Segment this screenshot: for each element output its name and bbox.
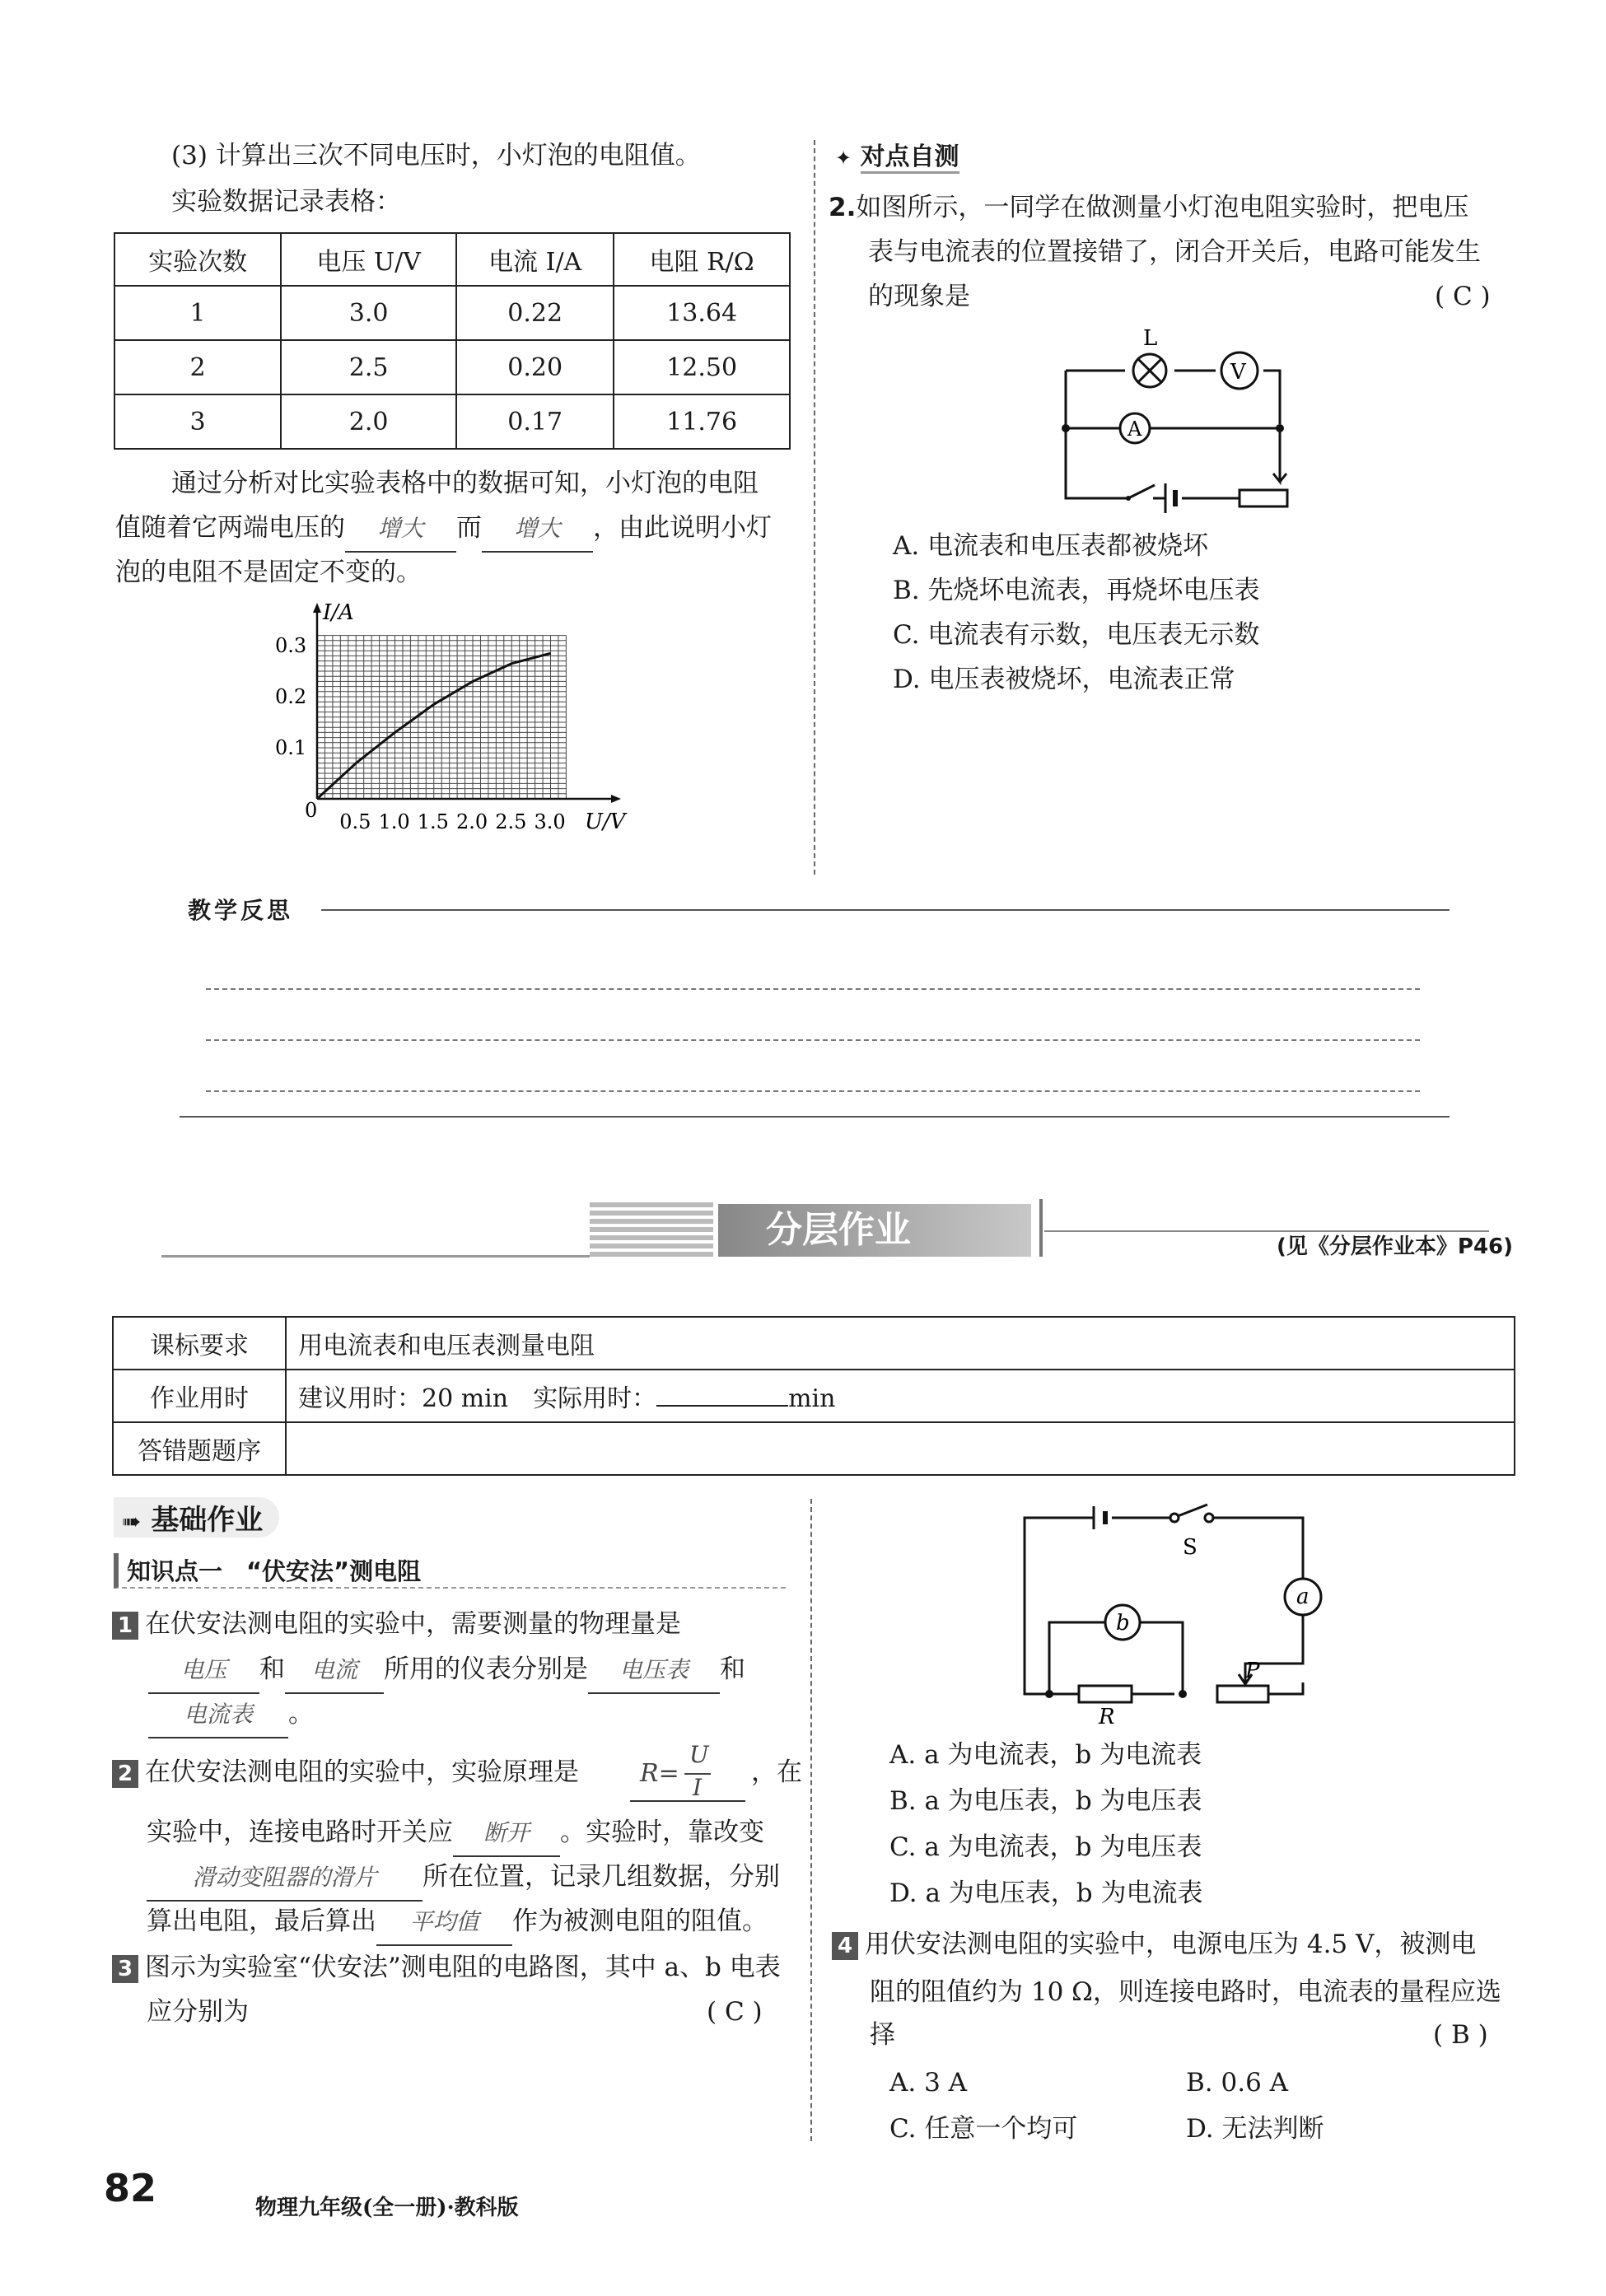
reflection-line (206, 1090, 1420, 1092)
table-cell: 2 (114, 340, 281, 394)
answer-blank: 电流表 (148, 1692, 288, 1738)
x-axis-label: U/V (585, 810, 626, 834)
reflection-line (206, 988, 1420, 990)
answer-blank: 断开 (453, 1811, 560, 1857)
option-c: C. 电流表有示数，电压表无示数 (893, 620, 1260, 650)
question-text: 所用的仪表分别是 (384, 1654, 588, 1684)
analysis-text: 而 (456, 513, 482, 543)
table-header: 电流 I/A (456, 233, 614, 286)
q4-option-d: D. 无法判断 (1186, 2114, 1324, 2144)
question-number: 1 (112, 1612, 138, 1640)
data-table (114, 232, 791, 450)
question-text: 实验中，连接电路时开关应 (147, 1818, 453, 1847)
formula-numerator: U (689, 1741, 709, 1768)
question-text: 和 (720, 1654, 745, 1684)
answer-blank: 电压表 (588, 1648, 720, 1694)
y-axis-arrow (313, 603, 321, 613)
table-cell: 11.76 (614, 394, 790, 449)
time-unit: min (788, 1384, 836, 1413)
info-label: 作业用时 (113, 1370, 286, 1422)
answer-blank: 电压 (148, 1648, 259, 1694)
voltmeter-label: V (1230, 360, 1246, 385)
table-cell: 1 (114, 286, 281, 340)
question-number: 3 (112, 1955, 138, 1983)
question-text: 在伏安法测电阻的实验中，需要测量的物理量是 (145, 1609, 681, 1639)
analysis-line-1: 通过分析对比实验表格中的数据可知，小灯泡的电阻 (171, 469, 759, 498)
lamp-label: L (1143, 326, 1158, 351)
q2-line-4 (147, 1899, 768, 1946)
meter-a-icon (1285, 1579, 1321, 1615)
q2-line-3 (147, 1855, 780, 1902)
battery-icon (1165, 483, 1175, 513)
table-cell: 3.0 (281, 286, 456, 340)
info-value (286, 1370, 1515, 1422)
option-a: A. 电流表和电压表都被烧坏 (893, 531, 1209, 561)
table-row (113, 1422, 1515, 1475)
q3-answer: ( C ) (707, 1997, 763, 2027)
column-divider (810, 1499, 812, 2141)
section-title-text: 对点自测 (861, 142, 959, 174)
actual-time-input[interactable] (656, 1380, 788, 1407)
lamp-icon (1133, 354, 1166, 387)
question-text: 所在位置，记录几组数据，分别 (423, 1862, 780, 1892)
x-tick-label: 3.0 (534, 810, 566, 833)
slider-label: P (1245, 1659, 1260, 1683)
banner-right-rule (1039, 1199, 1043, 1257)
formula-blank (630, 1741, 745, 1802)
q2-line-3: 的现象是 (868, 282, 970, 311)
q4-line-3: 择 (870, 2020, 895, 2050)
q2-answer: ( C ) (1435, 282, 1491, 311)
banner-left-rule (161, 1255, 656, 1258)
arrow-right-icon: ➠ (122, 1508, 142, 1535)
table-cell: 0.20 (456, 340, 614, 394)
meter-a-label: a (1296, 1584, 1310, 1609)
question-text: 算出电阻，最后算出 (147, 1906, 376, 1936)
question-text: 。实验时，靠改变 (560, 1818, 764, 1847)
time-text: 建议用时：20 min 实际用时： (298, 1384, 657, 1413)
q3-line-2: 应分别为 (147, 1997, 249, 2027)
table-header: 实验次数 (114, 233, 281, 286)
y-tick-label: 0.2 (275, 685, 307, 708)
page-number: 82 (104, 2166, 157, 2210)
section-text: 基础作业 (151, 1504, 264, 1537)
knowledge-point (114, 1553, 786, 1589)
formula-denominator: I (693, 1774, 703, 1801)
section-title-selftest (835, 136, 959, 172)
q4-answer: ( B ) (1433, 2020, 1488, 2050)
circuit-diagram-2 (1013, 1495, 1326, 1725)
q3-option-d: D. a 为电压表，b 为电流表 (889, 1878, 1203, 1908)
table-row (114, 340, 790, 394)
meter-b-icon (1105, 1605, 1140, 1640)
q4-line-1 (832, 1922, 1476, 1967)
answer-blank: 滑动变阻器的滑片 (147, 1855, 423, 1902)
q1-line-3 (148, 1692, 314, 1738)
table-cell: 2.0 (281, 394, 456, 449)
book-title: 物理九年级(全一册)·教科版 (255, 2196, 519, 2220)
resistor-label: R (1099, 1705, 1115, 1725)
homework-info-table (112, 1316, 1515, 1476)
reflection-line (206, 1039, 1420, 1041)
banner-title: 分层作业 (766, 1209, 911, 1251)
chart-ticks (275, 634, 566, 833)
origin-label: 0 (305, 799, 318, 822)
analysis-text: ，由此说明小灯 (593, 513, 772, 543)
answer-blank: 平均值 (376, 1900, 512, 1946)
x-tick-label: 2.0 (456, 810, 488, 833)
table-cell: 13.64 (614, 286, 790, 340)
formula-lhs: R= (640, 1759, 679, 1788)
q4-option-c: C. 任意一个均可 (889, 2114, 1078, 2144)
info-value: 用电流表和电压表测量电阻 (286, 1317, 1515, 1370)
table-row (113, 1317, 1515, 1370)
table-header: 电压 U/V (281, 233, 456, 286)
circuit-diagram-1 (1054, 325, 1301, 515)
question-text: 在伏安法测电阻的实验中，实验原理是 (145, 1757, 579, 1787)
q4-option-b: B. 0.6 A (1186, 2068, 1289, 2098)
ammeter-label: A (1127, 418, 1142, 441)
column-divider (814, 140, 815, 875)
iu-chart (272, 601, 634, 840)
question-number: 2. (829, 193, 857, 222)
question-text: 用伏安法测电阻的实验中，电源电压为 4.5 V，被测电 (865, 1930, 1477, 1959)
answer-blank: 增大 (482, 506, 593, 553)
x-tick-label: 0.5 (339, 810, 371, 833)
q2-line-1 (829, 185, 1468, 230)
info-label: 答错题题序 (113, 1422, 286, 1475)
table-cell: 0.22 (456, 286, 614, 340)
switch-icon (1170, 1505, 1213, 1522)
q2-line-2 (147, 1810, 764, 1857)
answer-blank: 电流 (285, 1648, 384, 1694)
q2-line-2: 表与电流表的位置接错了，闭合开关后，电路可能发生 (868, 237, 1481, 267)
table-header: 电阻 R/Ω (614, 233, 790, 286)
banner-box (718, 1204, 1031, 1257)
q3-line-1 (112, 1945, 781, 1990)
switch-label: S (1183, 1535, 1197, 1560)
star-icon: ✦ (835, 147, 852, 170)
q4-line-2: 阻的阻值约为 10 Ω，则连接电路时，电流表的量程应选 (870, 1977, 1501, 2007)
q3-option-b: B. a 为电压表，b 为电压表 (889, 1786, 1202, 1816)
question-text: 。 (288, 1699, 314, 1729)
reflection-bottom-rule (180, 1116, 1450, 1118)
option-d: D. 电压表被烧坏，电流表正常 (893, 665, 1235, 694)
y-axis-label: I/A (323, 601, 354, 625)
resistor-icon (1079, 1686, 1132, 1702)
table-row (114, 286, 790, 340)
ammeter-icon (1120, 413, 1150, 443)
knowledge-text: 知识点一 “伏安法”测电阻 (127, 1557, 422, 1585)
answer-blank: 增大 (345, 506, 456, 553)
table-cell: 12.50 (614, 340, 790, 394)
question-text: 如图所示，一同学在做测量小灯泡电阻实验时，把电压 (856, 193, 1469, 222)
info-label: 课标要求 (113, 1317, 286, 1370)
q4-option-a: A. 3 A (889, 2068, 968, 2098)
x-tick-label: 2.5 (495, 810, 527, 833)
y-tick-label: 0.3 (275, 634, 307, 657)
table-cell: 3 (114, 394, 281, 449)
banner-icon (590, 1202, 713, 1260)
question-text: 作为被测电阻的阻值。 (512, 1906, 768, 1936)
question-text: 和 (259, 1654, 285, 1684)
meter-b-label: b (1116, 1611, 1130, 1636)
q3-option-a: A. a 为电流表，b 为电流表 (889, 1740, 1202, 1770)
option-b: B. 先烧坏电流表，再烧坏电压表 (893, 576, 1260, 605)
analysis-text: 值随着它两端电压的 (115, 513, 345, 543)
x-tick-label: 1.5 (417, 810, 449, 833)
x-axis-arrow (611, 795, 621, 803)
question-text: 图示为实验室“伏安法”测电阻的电路图，其中 a、b 电表 (145, 1953, 781, 1982)
table-caption: 实验数据记录表格： (171, 187, 401, 217)
table-row (114, 394, 790, 449)
x-tick-label: 1.0 (378, 810, 410, 833)
wrong-questions-input[interactable] (286, 1422, 1515, 1475)
y-tick-label: 0.1 (275, 736, 307, 759)
analysis-line-3: 泡的电阻不是固定不变的。 (115, 558, 422, 587)
voltmeter-icon (1221, 352, 1258, 389)
battery-icon (1094, 1506, 1105, 1529)
question-number: 2 (112, 1760, 138, 1788)
step3-text: (3) 计算出三次不同电压时，小灯泡的电阻值。 (171, 141, 701, 170)
reflection-top-rule (321, 909, 1450, 911)
q1-line-1 (112, 1602, 681, 1646)
q2-comma: ，在 (751, 1757, 802, 1787)
banner-reference: (见《分层作业本》P46) (1277, 1234, 1514, 1259)
analysis-line-2 (115, 506, 772, 553)
q2-line-1 (112, 1750, 579, 1794)
question-number: 4 (832, 1932, 858, 1960)
table-row (113, 1370, 1515, 1422)
rheostat-icon (1219, 434, 1287, 506)
q1-line-2 (148, 1647, 745, 1694)
switch-icon (1126, 485, 1155, 501)
table-cell: 2.5 (281, 340, 456, 394)
q3-option-c: C. a 为电流表，b 为电压表 (889, 1832, 1202, 1862)
table-cell: 0.17 (456, 394, 614, 449)
section-basic-homework (114, 1497, 279, 1538)
reflection-title: 教学反思 (188, 897, 294, 924)
